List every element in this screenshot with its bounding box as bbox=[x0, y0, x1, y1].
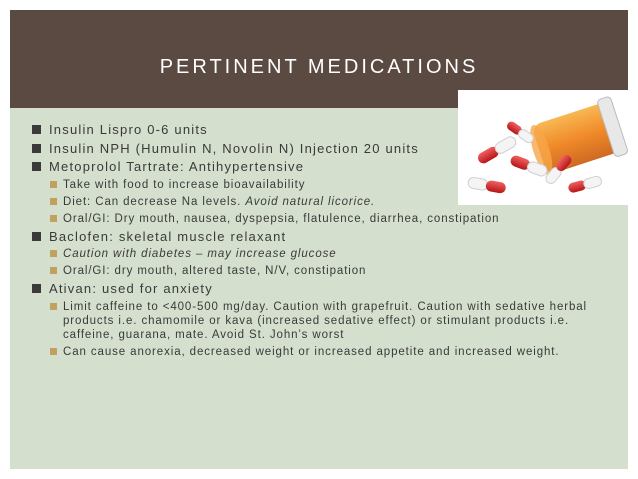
sub-bullet-text: Take with food to increase bioavailability bbox=[63, 178, 306, 191]
sub-bullet-square-icon bbox=[50, 215, 57, 222]
sub-bullet-limit-caffeine bbox=[50, 300, 622, 342]
sub-bullet-square-icon bbox=[50, 303, 57, 310]
sub-bullet-oral-gi bbox=[50, 212, 622, 226]
slide bbox=[10, 10, 628, 469]
sub-bullet-text: Limit caffeine to <400-500 mg/day. Caution with grapefruit. Caution with sedative herbal products i.e. chamomile or kava (increased sedative effect) or stimulant products i.e. caffeine, guarana, mate. Avoid St. John’s worst bbox=[63, 300, 588, 341]
slide-title: PERTINENT MEDICATIONS bbox=[159, 56, 479, 78]
bullet-square-icon bbox=[32, 144, 41, 153]
sub-bullet-italic-text: Caution with diabetes – may increase glucose bbox=[63, 248, 337, 260]
sub-bullet-anorexia bbox=[50, 345, 622, 359]
sub-bullet-square-icon bbox=[50, 348, 57, 355]
sub-bullet-caution-diabetes bbox=[50, 247, 622, 261]
sub-bullet-square-icon bbox=[50, 198, 57, 205]
bullet-ativan bbox=[32, 281, 622, 297]
sub-bullet-square-icon bbox=[50, 250, 57, 257]
sub-bullet-text: Can cause anorexia, decreased weight or increased appetite and increased weight. bbox=[63, 345, 560, 358]
bullet-text: Insulin Lispro 0-6 units bbox=[49, 122, 208, 137]
sub-bullet-text: Oral/GI: dry mouth, altered taste, N/V, constipation bbox=[63, 265, 367, 277]
sub-bullet-square-icon bbox=[50, 267, 57, 274]
sub-bullet-text: Diet: Can decrease Na levels. bbox=[63, 195, 246, 208]
bullet-square-icon bbox=[32, 125, 41, 134]
sub-bullet-square-icon bbox=[50, 181, 57, 188]
bullet-text: Baclofen: skeletal muscle relaxant bbox=[49, 228, 287, 244]
bullet-text: Insulin NPH (Humulin N, Novolin N) Injection 20 units bbox=[49, 140, 419, 156]
bullet-square-icon bbox=[32, 232, 41, 241]
bullet-square-icon bbox=[32, 284, 41, 293]
sub-bullet-text: Oral/GI: Dry mouth, nausea, dyspepsia, flatulence, diarrhea, constipation bbox=[63, 212, 500, 225]
bullet-baclofen bbox=[32, 229, 622, 245]
bullet-text: Ativan: used for anxiety bbox=[49, 281, 213, 296]
pills-icon bbox=[458, 90, 628, 205]
bullet-text: Metoprolol Tartrate: Antihypertensive bbox=[49, 159, 305, 174]
pills-image bbox=[458, 90, 628, 205]
bullet-square-icon bbox=[32, 162, 41, 171]
sub-bullet-italic-text: Avoid natural licorice. bbox=[245, 195, 376, 208]
sub-bullet-oral-gi-baclofen bbox=[50, 264, 622, 278]
